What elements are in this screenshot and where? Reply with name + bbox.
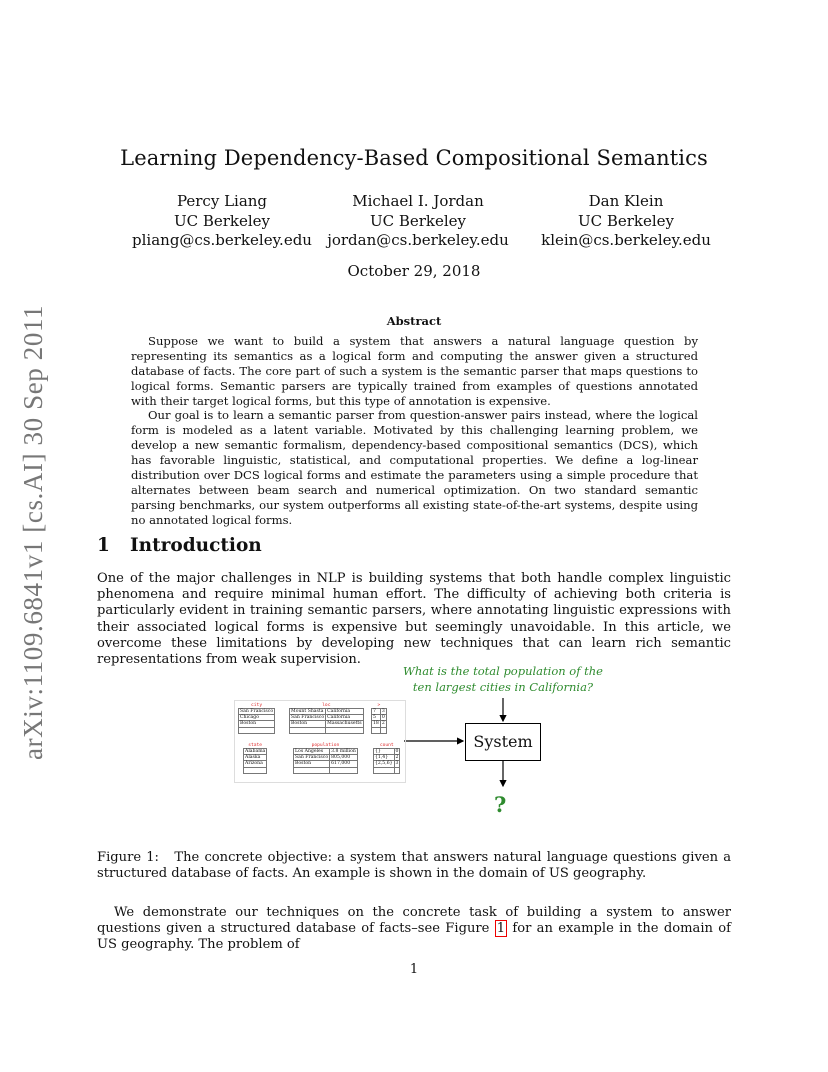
- author-email[interactable]: jordan@cs.berkeley.edu: [327, 231, 509, 249]
- table-header: count: [379, 743, 394, 748]
- question-line: ten largest cities in California?: [412, 680, 594, 694]
- table-city: [238, 703, 275, 734]
- table-row: [244, 767, 267, 773]
- table-header: population: [311, 743, 340, 748]
- table-row: Arizona: [244, 761, 267, 767]
- table-count: [373, 743, 400, 774]
- table-row: Boston: [239, 721, 275, 727]
- body-paragraph: [97, 905, 731, 954]
- abstract-paragraph-1: Suppose we want to build a system that answers a natural language question by representing its semantics as a logical form and computing the answer given a structured database of facts. The core part of such a system is the semantic parser that maps questions to logical forms. Semantic parsers are typically trained from examples of questions annotated with their target logical forms, but this type of annotation is expensive.: [131, 334, 698, 408]
- paper-title: Learning Dependency-Based Compositional Semantics: [120, 146, 708, 170]
- database-tables: [234, 700, 406, 783]
- table-state: [243, 743, 267, 774]
- table-population: [293, 743, 358, 774]
- table-header: >: [377, 703, 381, 708]
- table-header: state: [248, 743, 263, 748]
- author-name: Dan Klein: [588, 192, 664, 210]
- table-row: Los Angeles 3.8 million: [295, 749, 356, 754]
- table-row: 5 0: [373, 715, 385, 721]
- table-row: 18 2: [373, 721, 385, 727]
- author-name: Michael I. Jordan: [352, 192, 484, 210]
- author-affiliation: UC Berkeley: [577, 211, 675, 230]
- table-row: {2,5,6} 3: [375, 761, 399, 767]
- table-row: 7 3: [373, 709, 385, 714]
- answer-question-mark: ?: [494, 792, 507, 817]
- table-row: Boston 617,000: [294, 761, 358, 767]
- table-row: {} 0: [375, 749, 399, 754]
- table-header: city: [251, 703, 263, 708]
- table-row: Mount Shasta California: [290, 709, 364, 715]
- caption-label: Figure 1:: [97, 850, 159, 865]
- author-email[interactable]: klein@cs.berkeley.edu: [541, 231, 711, 249]
- caption-text: The concrete objective: a system that answers natural language questions given a structured database of facts. An example is shown in the domain of US geography.: [97, 850, 731, 882]
- section-title: Introduction: [130, 535, 262, 556]
- abstract-heading: Abstract: [386, 314, 442, 328]
- table-row: Boston Massachusetts: [291, 721, 362, 727]
- table-header: loc: [322, 703, 331, 708]
- table-row: [294, 767, 358, 773]
- author-affiliation: UC Berkeley: [369, 211, 467, 230]
- author-affiliation: UC Berkeley: [173, 211, 271, 230]
- paragraph-text: We demonstrate our techniques on the concrete task of building a system to answer questions given a structured database of facts–see Figure: [97, 905, 731, 937]
- table-row: [374, 767, 400, 773]
- table-row: San Francisco 805,000: [294, 755, 358, 761]
- table-row: San Francisco California: [290, 715, 364, 721]
- table-loc: [289, 703, 364, 734]
- author-name: Percy Liang: [176, 192, 268, 210]
- table-row: Alaska: [244, 755, 267, 761]
- table-row: [290, 727, 364, 733]
- intro-paragraph: One of the major challenges in NLP is building systems that both handle complex linguistic phenomena and require minimal human effort. The difficulty of achieving both criteria is particularly evident in training semantic parsers, where annotating linguistic expressions with their associated logical forms is expensive but seemingly unavoidable. In this article, we overcome these limitations by developing new techniques that can learn rich semantic representations from weak supervision.: [97, 571, 731, 668]
- question-line: What is the total population of the: [403, 664, 603, 678]
- table-greater-than: [371, 703, 387, 734]
- page-number: 1: [409, 962, 419, 977]
- table-row: Chicago: [239, 715, 275, 721]
- figure-reference-link[interactable]: 1: [496, 921, 506, 937]
- table-row: {1,4} 2: [375, 755, 399, 761]
- arxiv-id: arXiv:1109.6841v1 [cs.AI] 30 Sep 2011: [18, 304, 48, 760]
- table-row: Alabama: [245, 749, 266, 754]
- table-row: San Francisco: [240, 709, 274, 714]
- author-email[interactable]: pliang@cs.berkeley.edu: [132, 231, 312, 249]
- system-box: System: [465, 723, 541, 761]
- paragraph-text: for an example in the domain of US geography. The problem of: [97, 921, 731, 953]
- section-number: 1: [97, 535, 110, 556]
- abstract-paragraph-2: Our goal is to learn a semantic parser from question-answer pairs instead, where the logical form is modeled as a latent variable. Motivated by this challenging learning problem, we develop a new semantic formalism, dependency-based compositional semantics (DCS), which has favorable linguistic, statistical, and computational properties. We define a log-linear distribution over DCS logical forms and estimate the parameters using a simple procedure that alternates between beam search and numerical optimization. On two standard semantic parsing benchmarks, our system outperforms all existing state-of-the-art systems, despite using no annotated logical forms.: [131, 408, 698, 527]
- table-row: [239, 727, 275, 733]
- figure-caption: [97, 850, 731, 882]
- paper-date: October 29, 2018: [347, 262, 481, 280]
- table-row: [372, 727, 387, 733]
